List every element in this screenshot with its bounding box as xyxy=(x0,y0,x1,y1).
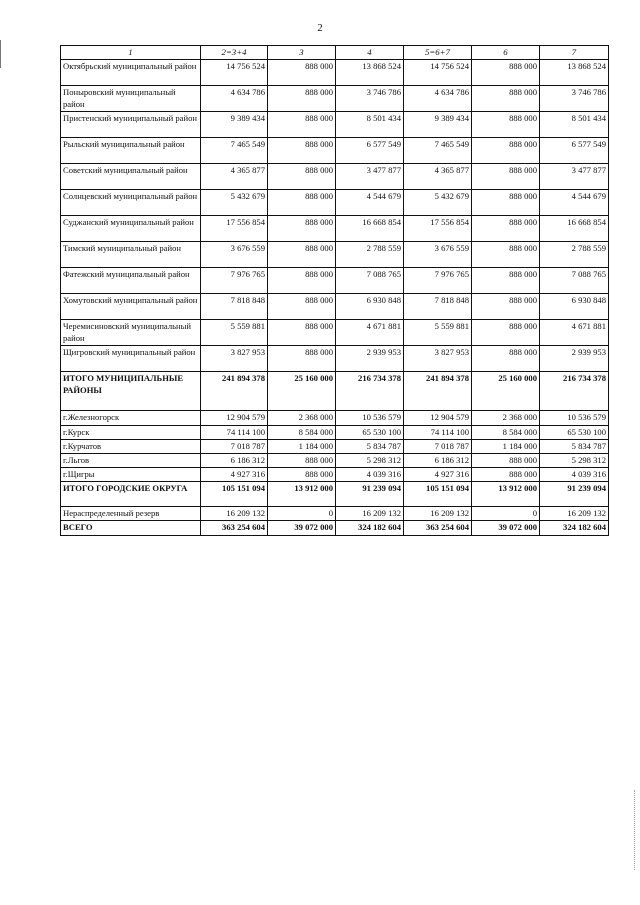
value-cell: 324 182 604 xyxy=(540,521,609,535)
value-cell: 7 818 848 xyxy=(404,294,472,320)
value-cell: 888 000 xyxy=(268,242,336,268)
table-header-row xyxy=(61,46,609,60)
value-cell: 0 xyxy=(268,507,336,521)
value-cell: 7 818 848 xyxy=(201,294,268,320)
value-cell: 4 927 316 xyxy=(404,468,472,482)
value-cell: 216 734 378 xyxy=(540,372,609,411)
value-cell: 888 000 xyxy=(268,453,336,467)
value-cell: 74 114 100 xyxy=(404,425,472,439)
table-row xyxy=(61,346,609,372)
row-name-cell: г.Курск xyxy=(61,425,201,439)
value-cell: 74 114 100 xyxy=(201,425,268,439)
table-row xyxy=(61,468,609,482)
column-header: 2=3+4 xyxy=(201,46,268,60)
value-cell: 888 000 xyxy=(472,242,540,268)
value-cell: 888 000 xyxy=(472,112,540,138)
value-cell: 3 676 559 xyxy=(404,242,472,268)
table-body xyxy=(61,60,609,535)
value-cell: 3 827 953 xyxy=(404,346,472,372)
row-name-cell: Хомутовский муниципальный район xyxy=(61,294,201,320)
value-cell: 888 000 xyxy=(268,138,336,164)
row-name-cell: Черемисиновский муниципальный район xyxy=(61,320,201,346)
value-cell: 13 868 524 xyxy=(336,60,404,86)
value-cell: 324 182 604 xyxy=(336,521,404,535)
value-cell: 2 788 559 xyxy=(336,242,404,268)
value-cell: 8 584 000 xyxy=(268,425,336,439)
row-name-cell: Фатежский муниципальный район xyxy=(61,268,201,294)
column-header: 6 xyxy=(472,46,540,60)
table-row xyxy=(61,268,609,294)
value-cell: 39 072 000 xyxy=(268,521,336,535)
value-cell: 888 000 xyxy=(268,86,336,112)
value-cell: 17 556 854 xyxy=(404,216,472,242)
value-cell: 7 088 765 xyxy=(540,268,609,294)
value-cell: 888 000 xyxy=(268,468,336,482)
value-cell: 888 000 xyxy=(472,86,540,112)
value-cell: 9 389 434 xyxy=(404,112,472,138)
table-row xyxy=(61,320,609,346)
row-name-cell: Поныровский муниципальный район xyxy=(61,86,201,112)
table-row xyxy=(61,138,609,164)
value-cell: 7 465 549 xyxy=(201,138,268,164)
column-header: 1 xyxy=(61,46,201,60)
value-cell: 5 559 881 xyxy=(201,320,268,346)
row-name-cell: г.Курчатов xyxy=(61,439,201,453)
value-cell: 10 536 579 xyxy=(540,411,609,425)
table-row xyxy=(61,216,609,242)
value-cell: 4 365 877 xyxy=(404,164,472,190)
table-row xyxy=(61,164,609,190)
value-cell: 25 160 000 xyxy=(472,372,540,411)
value-cell: 7 018 787 xyxy=(404,439,472,453)
row-name-cell: Тимский муниципальный район xyxy=(61,242,201,268)
value-cell: 4 039 316 xyxy=(540,468,609,482)
table-row xyxy=(61,60,609,86)
value-cell: 3 827 953 xyxy=(201,346,268,372)
value-cell: 888 000 xyxy=(268,320,336,346)
value-cell: 5 298 312 xyxy=(336,453,404,467)
value-cell: 8 501 434 xyxy=(336,112,404,138)
value-cell: 7 976 765 xyxy=(404,268,472,294)
value-cell: 16 209 132 xyxy=(336,507,404,521)
value-cell: 7 018 787 xyxy=(201,439,268,453)
row-name-cell: Нераспределенный резерв xyxy=(61,507,201,521)
value-cell: 4 634 786 xyxy=(404,86,472,112)
value-cell: 241 894 378 xyxy=(201,372,268,411)
value-cell: 1 184 000 xyxy=(268,439,336,453)
value-cell: 13 912 000 xyxy=(268,482,336,507)
row-name-cell: Советский муниципальный район xyxy=(61,164,201,190)
value-cell: 65 530 100 xyxy=(336,425,404,439)
table-row xyxy=(61,521,609,535)
scan-edge-dots xyxy=(634,790,636,870)
value-cell: 5 834 787 xyxy=(336,439,404,453)
row-name-cell: г.Железногорск xyxy=(61,411,201,425)
table-row xyxy=(61,190,609,216)
table-row xyxy=(61,507,609,521)
value-cell: 888 000 xyxy=(268,190,336,216)
page-number: 2 xyxy=(317,22,323,34)
value-cell: 1 184 000 xyxy=(472,439,540,453)
value-cell: 39 072 000 xyxy=(472,521,540,535)
value-cell: 16 209 132 xyxy=(404,507,472,521)
value-cell: 5 834 787 xyxy=(540,439,609,453)
value-cell: 8 584 000 xyxy=(472,425,540,439)
value-cell: 888 000 xyxy=(472,164,540,190)
value-cell: 13 912 000 xyxy=(472,482,540,507)
table-row xyxy=(61,411,609,425)
row-name-cell: Солнцевский муниципальный район xyxy=(61,190,201,216)
value-cell: 9 389 434 xyxy=(201,112,268,138)
value-cell: 888 000 xyxy=(268,164,336,190)
value-cell: 888 000 xyxy=(472,138,540,164)
value-cell: 4 544 679 xyxy=(336,190,404,216)
value-cell: 105 151 094 xyxy=(404,482,472,507)
row-name-cell: Рыльский муниципальный район xyxy=(61,138,201,164)
value-cell: 241 894 378 xyxy=(404,372,472,411)
row-name-cell: г.Щигры xyxy=(61,468,201,482)
value-cell: 888 000 xyxy=(268,112,336,138)
value-cell: 7 465 549 xyxy=(404,138,472,164)
value-cell: 888 000 xyxy=(472,190,540,216)
value-cell: 4 671 881 xyxy=(336,320,404,346)
value-cell: 91 239 094 xyxy=(336,482,404,507)
table-row xyxy=(61,453,609,467)
value-cell: 2 368 000 xyxy=(472,411,540,425)
value-cell: 16 668 854 xyxy=(540,216,609,242)
row-name-cell: ВСЕГО xyxy=(61,521,201,535)
value-cell: 5 432 679 xyxy=(201,190,268,216)
value-cell: 16 668 854 xyxy=(336,216,404,242)
value-cell: 888 000 xyxy=(472,294,540,320)
value-cell: 16 209 132 xyxy=(540,507,609,521)
value-cell: 14 756 524 xyxy=(201,60,268,86)
value-cell: 6 577 549 xyxy=(336,138,404,164)
value-cell: 7 976 765 xyxy=(201,268,268,294)
value-cell: 12 904 579 xyxy=(201,411,268,425)
value-cell: 3 477 877 xyxy=(540,164,609,190)
value-cell: 6 930 848 xyxy=(540,294,609,320)
value-cell: 91 239 094 xyxy=(540,482,609,507)
value-cell: 6 186 312 xyxy=(201,453,268,467)
value-cell: 888 000 xyxy=(472,60,540,86)
value-cell: 6 930 848 xyxy=(336,294,404,320)
column-header: 5=6+7 xyxy=(404,46,472,60)
value-cell: 888 000 xyxy=(268,268,336,294)
scan-margin-mark xyxy=(0,40,1,68)
value-cell: 3 746 786 xyxy=(336,86,404,112)
value-cell: 4 039 316 xyxy=(336,468,404,482)
value-cell: 10 536 579 xyxy=(336,411,404,425)
value-cell: 888 000 xyxy=(268,216,336,242)
value-cell: 5 432 679 xyxy=(404,190,472,216)
row-name-cell: г.Льгов xyxy=(61,453,201,467)
budget-table xyxy=(60,45,609,536)
value-cell: 4 634 786 xyxy=(201,86,268,112)
table-row xyxy=(61,242,609,268)
table-row xyxy=(61,425,609,439)
value-cell: 2 939 953 xyxy=(336,346,404,372)
value-cell: 5 298 312 xyxy=(540,453,609,467)
value-cell: 4 671 881 xyxy=(540,320,609,346)
value-cell: 13 868 524 xyxy=(540,60,609,86)
row-name-cell: ИТОГО МУНИЦИПАЛЬНЫЕ РАЙОНЫ xyxy=(61,372,201,411)
value-cell: 888 000 xyxy=(472,346,540,372)
column-header: 7 xyxy=(540,46,609,60)
value-cell: 25 160 000 xyxy=(268,372,336,411)
value-cell: 12 904 579 xyxy=(404,411,472,425)
value-cell: 5 559 881 xyxy=(404,320,472,346)
value-cell: 3 477 877 xyxy=(336,164,404,190)
value-cell: 65 530 100 xyxy=(540,425,609,439)
value-cell: 2 939 953 xyxy=(540,346,609,372)
value-cell: 363 254 604 xyxy=(201,521,268,535)
column-header: 3 xyxy=(268,46,336,60)
value-cell: 888 000 xyxy=(268,60,336,86)
table-row xyxy=(61,482,609,507)
row-name-cell: Пристенский муниципальный район xyxy=(61,112,201,138)
value-cell: 14 756 524 xyxy=(404,60,472,86)
table-row xyxy=(61,112,609,138)
value-cell: 216 734 378 xyxy=(336,372,404,411)
row-name-cell: ИТОГО ГОРОДСКИЕ ОКРУГА xyxy=(61,482,201,507)
value-cell: 3 746 786 xyxy=(540,86,609,112)
column-header: 4 xyxy=(336,46,404,60)
value-cell: 2 788 559 xyxy=(540,242,609,268)
value-cell: 17 556 854 xyxy=(201,216,268,242)
value-cell: 6 577 549 xyxy=(540,138,609,164)
value-cell: 888 000 xyxy=(472,268,540,294)
value-cell: 3 676 559 xyxy=(201,242,268,268)
value-cell: 888 000 xyxy=(472,320,540,346)
row-name-cell: Октябрьский муниципальный район xyxy=(61,60,201,86)
table-row xyxy=(61,86,609,112)
value-cell: 363 254 604 xyxy=(404,521,472,535)
value-cell: 888 000 xyxy=(268,346,336,372)
value-cell: 888 000 xyxy=(472,216,540,242)
value-cell: 888 000 xyxy=(472,468,540,482)
row-name-cell: Щигровский муниципальный район xyxy=(61,346,201,372)
value-cell: 6 186 312 xyxy=(404,453,472,467)
row-name-cell: Суджанский муниципальный район xyxy=(61,216,201,242)
value-cell: 2 368 000 xyxy=(268,411,336,425)
value-cell: 7 088 765 xyxy=(336,268,404,294)
value-cell: 4 927 316 xyxy=(201,468,268,482)
value-cell: 4 365 877 xyxy=(201,164,268,190)
table-row xyxy=(61,372,609,411)
value-cell: 8 501 434 xyxy=(540,112,609,138)
value-cell: 16 209 132 xyxy=(201,507,268,521)
value-cell: 4 544 679 xyxy=(540,190,609,216)
table-row xyxy=(61,439,609,453)
value-cell: 0 xyxy=(472,507,540,521)
value-cell: 888 000 xyxy=(472,453,540,467)
table-row xyxy=(61,294,609,320)
value-cell: 888 000 xyxy=(268,294,336,320)
value-cell: 105 151 094 xyxy=(201,482,268,507)
